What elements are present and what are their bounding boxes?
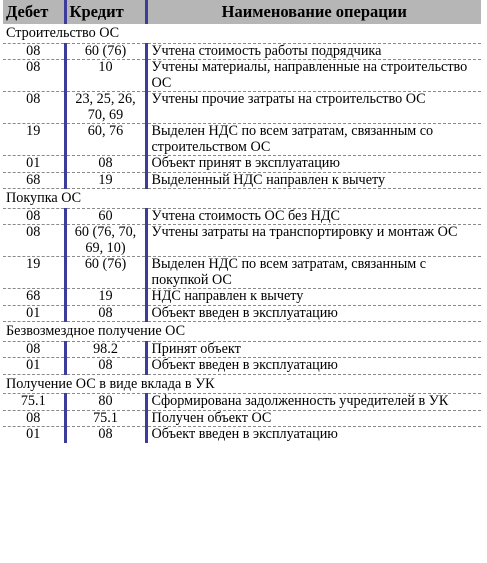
table-row — [3, 43, 481, 60]
section-title: Строительство ОС — [3, 24, 481, 43]
table-row — [3, 156, 481, 173]
debit-cell: 68 — [3, 172, 65, 189]
operation-cell: Выделенный НДС направлен к вычету — [146, 172, 481, 189]
credit-cell: 19 — [65, 172, 146, 189]
operation-cell: Выделен НДС по всем затратам, связанным со строительством ОС — [146, 124, 481, 156]
table-row — [3, 341, 481, 358]
table-row — [3, 257, 481, 289]
section-title: Безвозмездное получение ОС — [3, 322, 481, 342]
credit-cell: 08 — [65, 156, 146, 173]
operation-cell: Учтена стоимость ОС без НДС — [146, 208, 481, 225]
credit-cell: 60 (76, 70, 69, 10) — [65, 225, 146, 257]
debit-cell: 08 — [3, 410, 65, 427]
table-row — [3, 60, 481, 92]
debit-cell: 08 — [3, 341, 65, 358]
operation-cell: Сформирована задолженность учредителей в УК — [146, 394, 481, 411]
debit-cell: 08 — [3, 92, 65, 124]
operation-cell: Объект принят в эксплуатацию — [146, 156, 481, 173]
debit-cell: 08 — [3, 43, 65, 60]
operation-cell: Принят объект — [146, 341, 481, 358]
section-title: Покупка ОС — [3, 189, 481, 209]
operation-cell: Выделен НДС по всем затратам, связанным с покупкой ОС — [146, 257, 481, 289]
credit-cell: 10 — [65, 60, 146, 92]
credit-cell: 60 (76) — [65, 43, 146, 60]
operation-cell: Объект введен в эксплуатацию — [151, 426, 338, 442]
credit-cell: 75.1 — [65, 410, 146, 427]
debit-cell: 08 — [3, 60, 65, 92]
table-header-row — [3, 0, 481, 24]
operation-cell: Учтены прочие затраты на строительство ОС — [146, 92, 481, 124]
credit-cell: 08 — [65, 427, 146, 443]
operation-cell: Учтена стоимость работы подрядчика — [146, 43, 481, 60]
credit-cell: 98.2 — [65, 341, 146, 358]
credit-cell: 80 — [65, 394, 146, 411]
table-row — [3, 305, 481, 322]
section-row — [3, 322, 481, 342]
debit-cell: 01 — [3, 305, 65, 322]
debit-cell: 08 — [3, 225, 65, 257]
table-row — [3, 289, 481, 306]
credit-cell: 08 — [65, 358, 146, 375]
operation-cell: Учтены материалы, направленные на строительство ОС — [146, 60, 481, 92]
debit-cell: 08 — [3, 208, 65, 225]
section-row — [3, 374, 481, 394]
accounting-entries-table — [3, 0, 481, 443]
operation-cell: Объект введен в эксплуатацию — [146, 358, 481, 375]
debit-cell: 01 — [3, 156, 65, 173]
table-row — [3, 208, 481, 225]
table-row — [3, 124, 481, 156]
section-row — [3, 189, 481, 209]
section-title: Получение ОС в виде вклада в УК — [3, 374, 481, 394]
header-credit: Кредит — [65, 0, 146, 24]
debit-cell: 75.1 — [3, 394, 65, 411]
table-body — [3, 24, 481, 443]
credit-cell: 08 — [65, 305, 146, 322]
operation-cell: Учтены затраты на транспортировку и монтаж ОС — [146, 225, 481, 257]
operation-cell: Получен объект ОС — [146, 410, 481, 427]
debit-cell: 19 — [3, 124, 65, 156]
table-row — [3, 225, 481, 257]
table-row — [3, 172, 481, 189]
credit-cell: 19 — [65, 289, 146, 306]
section-row — [3, 24, 481, 43]
table-row — [3, 394, 481, 411]
debit-cell: 01 — [3, 427, 65, 443]
header-debit: Дебет — [3, 0, 65, 24]
table-row — [3, 427, 481, 443]
debit-cell: 01 — [3, 358, 65, 375]
credit-cell: 60 (76) — [65, 257, 146, 289]
operation-cell: НДС направлен к вычету — [146, 289, 481, 306]
credit-cell: 60 — [65, 208, 146, 225]
credit-cell: 23, 25, 26, 70, 69 — [65, 92, 146, 124]
header-operation: Наименование операции — [146, 0, 481, 24]
table-row — [3, 358, 481, 375]
credit-cell: 60, 76 — [65, 124, 146, 156]
operation-cell: Объект введен в эксплуатацию — [146, 305, 481, 322]
debit-cell: 19 — [3, 257, 65, 289]
debit-cell: 68 — [3, 289, 65, 306]
table-row — [3, 410, 481, 427]
table-row — [3, 92, 481, 124]
